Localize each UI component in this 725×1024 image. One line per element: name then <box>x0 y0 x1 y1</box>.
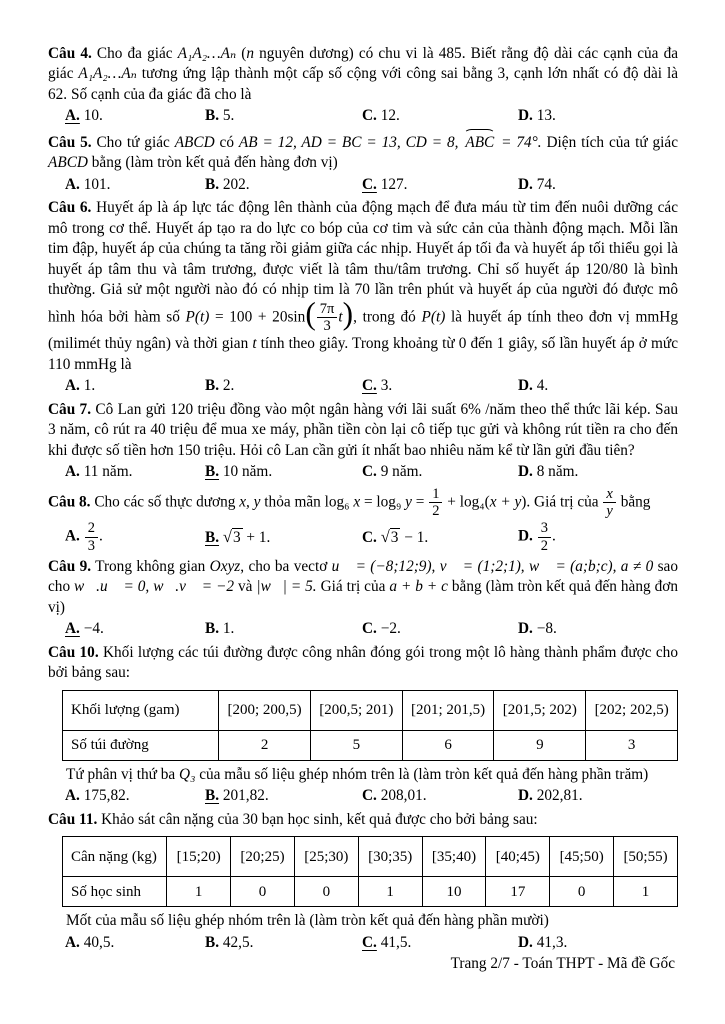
question-label: Câu 11. <box>48 810 98 828</box>
math-y: y <box>405 493 412 511</box>
option-value: + 1. <box>242 528 271 546</box>
option-b <box>205 619 362 639</box>
option-letter: C. <box>362 787 377 805</box>
fraction-numerator: 2 <box>85 520 98 537</box>
option-c <box>362 175 518 195</box>
question-5-options <box>65 175 678 195</box>
math-abc-sum: a + b + c <box>389 578 448 596</box>
question-text: nguyên dương) có chu vi là 485. Biết rằng độ dài các cạnh của đa giác <box>48 45 679 83</box>
question-text: , trong đó <box>353 308 422 326</box>
option-b <box>205 175 362 195</box>
fraction <box>316 301 339 335</box>
option-letter: A. <box>65 933 80 951</box>
option-value: 41,3. <box>536 933 568 951</box>
fraction-numerator: 3 <box>538 520 551 537</box>
table-cell: [15;20) <box>167 837 231 877</box>
math-polygon: A₁A₂…Aₙ <box>78 65 137 83</box>
question-text: Cô Lan gửi 120 triệu đồng vào một ngân hàng với lãi suất 6% /năm theo thể thức lãi kép. Sau 3 năm, cô rút ra 40 triệu để mua xe máy, phần tiền còn lại cô tiếp tục gửi và không rút tiền ra cho đến khi được số tiền hơn 150 triệu. Hỏi cô Lan cần gửi ít nhất bao nhiêu năm kể từ lần gửi đầu tiên? <box>48 400 679 459</box>
option-value: 2. <box>222 377 235 395</box>
option-letter: C. <box>362 463 377 481</box>
question-text: Huyết áp là áp lực tác động lên thành của động mạch để đưa máu từ tim đến nuôi dưỡng các mô trong cơ thể. Huyết áp tạo ra do lực co bóp của cơ tim và sức cản của thành động mạch. Mỗi lần tim đập, huyết áp của chúng ta tăng rồi giảm giữa các nhịp. Huyết áp tối đa và huyết áp tối thiểu gọi là huyết áp tâm thu và tâm trương, được viết là tâm thu/tâm trương. Chỉ số huyết áp 120/80 là bình thường. Giả sử một người nào đó có nhịp tim là 70 lần trên phút và huyết áp của người đó được mô hình hóa bởi hàm số <box>48 199 678 326</box>
math-sides: AB = 12, AD = BC = 13, CD = 8, <box>238 133 464 151</box>
question-text: Cho tứ giác <box>91 133 175 151</box>
option-d <box>518 619 678 639</box>
sugar-weight-table <box>62 690 678 761</box>
question-7-text <box>48 400 678 461</box>
option-value: . <box>551 527 556 545</box>
option-b <box>205 462 362 482</box>
math-vectors: u⃗ = (−8;12;9), v⃗ = (1;2;1), w⃗ = (a;b;c), a ≠ 0 <box>331 557 654 575</box>
option-a <box>65 106 205 126</box>
table-cell: [25;30) <box>294 837 358 877</box>
option-d <box>518 520 678 554</box>
paren-right: ) <box>521 493 527 511</box>
option-letter: A. <box>65 175 80 193</box>
question-text: Cho các số thực dương <box>90 493 240 511</box>
option-value: − 1. <box>400 528 429 546</box>
question-text: Diện tích của tứ giác <box>541 133 679 151</box>
question-9-text <box>48 557 678 618</box>
table-cell: Cân nặng (kg) <box>63 837 167 877</box>
option-value: 13. <box>536 107 556 125</box>
option-value: 201,82. <box>222 787 269 805</box>
option-letter: B. <box>205 377 220 395</box>
option-letter: D. <box>518 787 533 805</box>
option-value: 41,5. <box>380 933 412 951</box>
question-text: Giá trị của <box>316 578 390 596</box>
option-letter: D. <box>518 527 533 545</box>
option-b <box>205 106 362 126</box>
option-letter: C. <box>362 175 377 193</box>
fraction-denominator: 3 <box>87 537 95 554</box>
option-value: 40,5. <box>83 933 115 951</box>
option-letter: D. <box>518 175 533 193</box>
question-11-options <box>65 933 678 953</box>
table-cell: 6 <box>402 730 494 760</box>
fraction-numerator: 7π <box>317 301 338 318</box>
option-value: 1. <box>83 377 96 395</box>
option-a <box>65 619 205 639</box>
question-9-options <box>65 619 678 639</box>
option-d <box>518 462 678 482</box>
question-6-text: Câu 6. Huyết áp là áp lực tác động lên thành của động mạch để đưa máu từ tim đến nuôi dưỡng các mô trong cơ thể. Huyết áp tạo ra do lực co bóp của cơ tim và sức cản của thành động mạch. Mỗi lần tim đập, huyết áp của chúng ta tăng rồi giảm giữa các nhịp. Huyết áp tối đa và huyết áp tối thiểu gọi là huyết áp tâm thu và tâm trương, được viết là tâm thu/tâm trương. Chỉ số huyết áp 120/80 là bình thường. Giả sử một người nào đó có nhịp tim là 70 lần trên phút và huyết áp của người đó được mô hình hóa bởi hàm số P(t) = 100 + 20sin( $\frac{7\pi}{3}$ t), trong đó P(t) là huyết áp tính theo đơn vị mmHg (milimét thủy ngân) và thời gian t tính theo giây. Trong khoảng từ 0 đến 1 giây, số lần huyết áp ở mức 110 mmHg là <box>48 199 678 373</box>
math-t: t <box>338 308 343 326</box>
option-letter: C. <box>362 933 377 951</box>
math-n: n <box>246 45 255 62</box>
table-cell: 17 <box>486 877 550 907</box>
option-value: 1. <box>222 620 235 638</box>
math-q3: Q₃ <box>179 765 196 783</box>
option-letter: D. <box>518 620 533 638</box>
option-letter: A. <box>65 527 80 545</box>
option-c <box>362 376 518 396</box>
question-text: , cho ba vectơ <box>240 557 332 575</box>
question-label: Câu 5. <box>48 133 92 151</box>
fraction-denominator: 2 <box>540 537 548 554</box>
math-log: = log₉ <box>360 493 406 511</box>
question-text: Cho đa giác <box>91 45 178 62</box>
option-letter: D. <box>518 933 533 951</box>
question-text: Khối lượng các túi đường được công nhân đóng gói trong một lô hàng thành phẩm được cho bởi bảng sau: <box>48 643 678 682</box>
option-letter: B. <box>205 175 220 193</box>
question-11-subtext <box>66 911 678 931</box>
question-text: Khảo sát cân nặng của 30 bạn học sinh, kết quả được cho bởi bảng sau: <box>97 810 538 828</box>
question-4-options <box>65 106 678 126</box>
question-text: tính theo giây. Trong khoảng từ 0 đến 1 giây, số lần huyết áp ở mức 110 mmHg là <box>48 335 678 373</box>
option-c <box>362 933 518 953</box>
question-text: tương ứng lập thành một cấp số cộng với công sai bằng 3, cạnh lớn nhất có độ dài là 62. Số cạnh của đa giác đã cho là <box>48 65 678 103</box>
option-a <box>65 933 205 953</box>
option-letter: C. <box>362 107 377 125</box>
table-cell: 1 <box>358 877 422 907</box>
question-11 <box>48 810 678 953</box>
option-letter: C. <box>362 377 377 395</box>
question-label: Câu 9. <box>48 557 92 575</box>
fraction <box>537 520 552 554</box>
question-text: Tứ phân vị thứ ba <box>66 765 180 783</box>
radical-sign: √ <box>380 526 390 546</box>
question-text: bằng (làm tròn kết quả đến hàng đơn vị) <box>48 578 678 616</box>
option-value: 4. <box>536 377 549 395</box>
question-text: . Giá trị của <box>526 493 603 511</box>
question-6 <box>48 198 678 396</box>
question-text: có <box>214 133 239 151</box>
fraction-denominator: 2 <box>432 503 440 519</box>
math-equals: = <box>411 493 429 511</box>
question-4 <box>48 44 678 127</box>
question-text: sao cho <box>48 557 678 596</box>
option-value: 42,5. <box>222 933 254 951</box>
option-c <box>362 462 518 482</box>
option-letter: A. <box>65 463 80 481</box>
question-7-options <box>65 462 678 482</box>
option-letter: B. <box>205 107 220 125</box>
table-row <box>63 690 678 730</box>
table-cell: 3 <box>586 730 678 760</box>
option-letter: A. <box>65 107 80 125</box>
option-d <box>518 786 678 806</box>
table-row <box>63 730 678 760</box>
table-cell: Số học sinh <box>63 877 167 907</box>
radicand: 3 <box>232 528 241 546</box>
question-5-text <box>48 130 678 174</box>
fraction <box>428 486 443 520</box>
question-text: Trong không gian <box>91 557 210 575</box>
option-letter: D. <box>518 107 533 125</box>
option-letter: B. <box>205 787 220 805</box>
math-log: + log₄ <box>443 493 485 511</box>
fraction <box>84 520 99 554</box>
table-cell: 9 <box>494 730 586 760</box>
question-8-options <box>65 520 678 554</box>
question-label: Câu 4. <box>48 45 92 62</box>
option-value: 10 năm. <box>222 463 273 481</box>
math-x-plus-y: x + y <box>489 493 522 511</box>
table-cell: [40;45) <box>486 837 550 877</box>
option-value: 202. <box>222 175 250 193</box>
option-letter: B. <box>205 463 220 481</box>
table-cell: [50;55) <box>614 837 678 877</box>
option-value: 5. <box>222 107 235 125</box>
fraction-numerator: 1 <box>429 486 442 503</box>
question-7 <box>48 400 678 483</box>
option-value: 74. <box>536 175 556 193</box>
radicand: 3 <box>390 528 399 546</box>
option-a <box>65 175 205 195</box>
question-text: là huyết áp tính theo đơn vị mmHg (milimét thủy ngân) và thời gian <box>48 308 678 353</box>
math-dot-products: w⃗.u⃗ = 0, w⃗.v⃗ = −2 <box>74 578 235 596</box>
question-text: của mẫu số liệu ghép nhóm trên là (làm tròn kết quả đến hàng phần trăm) <box>195 765 649 783</box>
option-d <box>518 106 678 126</box>
option-letter: D. <box>518 463 533 481</box>
math-xy: x, y <box>239 493 261 511</box>
option-d <box>518 376 678 396</box>
question-text: ( <box>236 45 247 62</box>
question-10-text <box>48 643 678 684</box>
question-text: bằng <box>616 493 651 511</box>
table-cell: Khối lượng (gam) <box>63 690 219 730</box>
fraction-denominator: y <box>606 503 613 519</box>
fraction <box>602 486 616 520</box>
question-10-subtext <box>66 765 678 785</box>
question-10-options <box>65 786 678 806</box>
question-4-text <box>48 44 678 105</box>
option-letter: C. <box>362 528 377 546</box>
option-c <box>362 786 518 806</box>
question-8 <box>48 486 678 554</box>
table-cell: [200; 200,5) <box>219 690 311 730</box>
table-cell: [20;25) <box>231 837 295 877</box>
option-b <box>205 786 362 806</box>
math-polygon: A₁A₂…Aₙ <box>177 45 237 62</box>
option-c <box>362 619 518 639</box>
table-cell: [201; 201,5) <box>402 690 494 730</box>
table-cell: Số túi đường <box>63 730 219 760</box>
question-5 <box>48 130 678 195</box>
table-cell: [45;50) <box>550 837 614 877</box>
math-abcd: ABCD <box>174 133 215 151</box>
fraction-denominator: 3 <box>323 318 331 335</box>
option-b <box>205 376 362 396</box>
math-abcd: ABCD <box>48 154 88 172</box>
student-weight-table <box>62 836 678 907</box>
math-x: x <box>353 493 361 511</box>
option-letter: B. <box>205 933 220 951</box>
angle-hat: ABC <box>463 133 496 153</box>
option-letter: A. <box>65 377 80 395</box>
table-cell: [201,5; 202) <box>494 690 586 730</box>
option-a <box>65 786 205 806</box>
math-equation: = 100 + 20sin <box>209 308 306 326</box>
option-a <box>65 520 205 554</box>
table-row <box>63 837 678 877</box>
table-cell: [30;35) <box>358 837 422 877</box>
question-8-text <box>48 486 678 520</box>
question-label: Câu 7. <box>48 400 92 418</box>
option-letter: D. <box>518 377 533 395</box>
math-pt: P(t) <box>421 308 446 326</box>
option-a <box>65 462 205 482</box>
option-value: 9 năm. <box>380 463 423 481</box>
option-value: 12. <box>380 107 400 125</box>
option-value: 202,81. <box>536 787 583 805</box>
table-cell: 2 <box>219 730 311 760</box>
math-t: t <box>252 335 257 353</box>
question-text: Mốt của mẫu số liệu ghép nhóm trên là (làm tròn kết quả đến hàng phần mười) <box>66 912 549 930</box>
fraction-numerator: x <box>603 486 615 503</box>
option-a <box>65 376 205 396</box>
question-11-text <box>48 810 678 830</box>
option-value: 175,82. <box>83 787 130 805</box>
option-value: 208,01. <box>380 787 427 805</box>
option-letter: B. <box>205 528 220 546</box>
radical-sign: √ <box>222 526 232 546</box>
table-cell: 0 <box>231 877 295 907</box>
radical <box>380 526 401 546</box>
option-d <box>518 933 678 953</box>
table-cell: 0 <box>550 877 614 907</box>
option-value: 3. <box>380 377 393 395</box>
table-cell: 5 <box>310 730 402 760</box>
table-cell: 10 <box>422 877 486 907</box>
option-b <box>205 526 362 548</box>
question-6-options <box>65 376 678 396</box>
table-cell: [35;40) <box>422 837 486 877</box>
option-value: 101. <box>83 175 111 193</box>
question-label: Câu 10. <box>48 643 99 661</box>
option-d <box>518 175 678 195</box>
table-row <box>63 877 678 907</box>
option-c <box>362 526 518 548</box>
option-value: . <box>98 527 103 545</box>
math-log: thỏa mãn log₆ <box>260 493 354 511</box>
math-magnitude: |w⃗| = 5. <box>256 578 317 596</box>
radical <box>222 526 243 546</box>
option-value: 10. <box>83 107 103 125</box>
table-cell: 1 <box>167 877 231 907</box>
option-value: −8. <box>536 620 557 638</box>
table-cell: [200,5; 201) <box>310 690 402 730</box>
option-letter: C. <box>362 620 377 638</box>
footer-page-info: Trang 2/7 - Toán THPT - Mã đề Gốc <box>450 955 675 972</box>
option-value: 11 năm. <box>83 463 133 481</box>
option-letter: A. <box>65 620 80 638</box>
math-angle-value: = 74°. <box>496 133 542 151</box>
math-pt: P(t) <box>185 308 210 326</box>
table-cell: [202; 202,5) <box>586 690 678 730</box>
option-b <box>205 933 362 953</box>
question-label: Câu 8. <box>48 493 91 511</box>
option-letter: B. <box>205 620 220 638</box>
option-c <box>362 106 518 126</box>
table-cell: 0 <box>294 877 358 907</box>
option-value: 127. <box>380 175 408 193</box>
question-text: bằng (làm tròn kết quả đến hàng đơn vị) <box>87 154 338 172</box>
option-letter: A. <box>65 787 80 805</box>
question-9 <box>48 557 678 640</box>
option-value: −4. <box>83 620 104 638</box>
question-text: và <box>234 578 257 596</box>
table-cell: 1 <box>614 877 678 907</box>
option-value: −2. <box>380 620 401 638</box>
math-oxyz: Oxyz <box>209 557 241 575</box>
paren-left: ( <box>484 493 490 511</box>
question-label: Câu 6. <box>48 199 92 217</box>
option-value: 8 năm. <box>536 463 579 481</box>
question-10 <box>48 643 678 807</box>
